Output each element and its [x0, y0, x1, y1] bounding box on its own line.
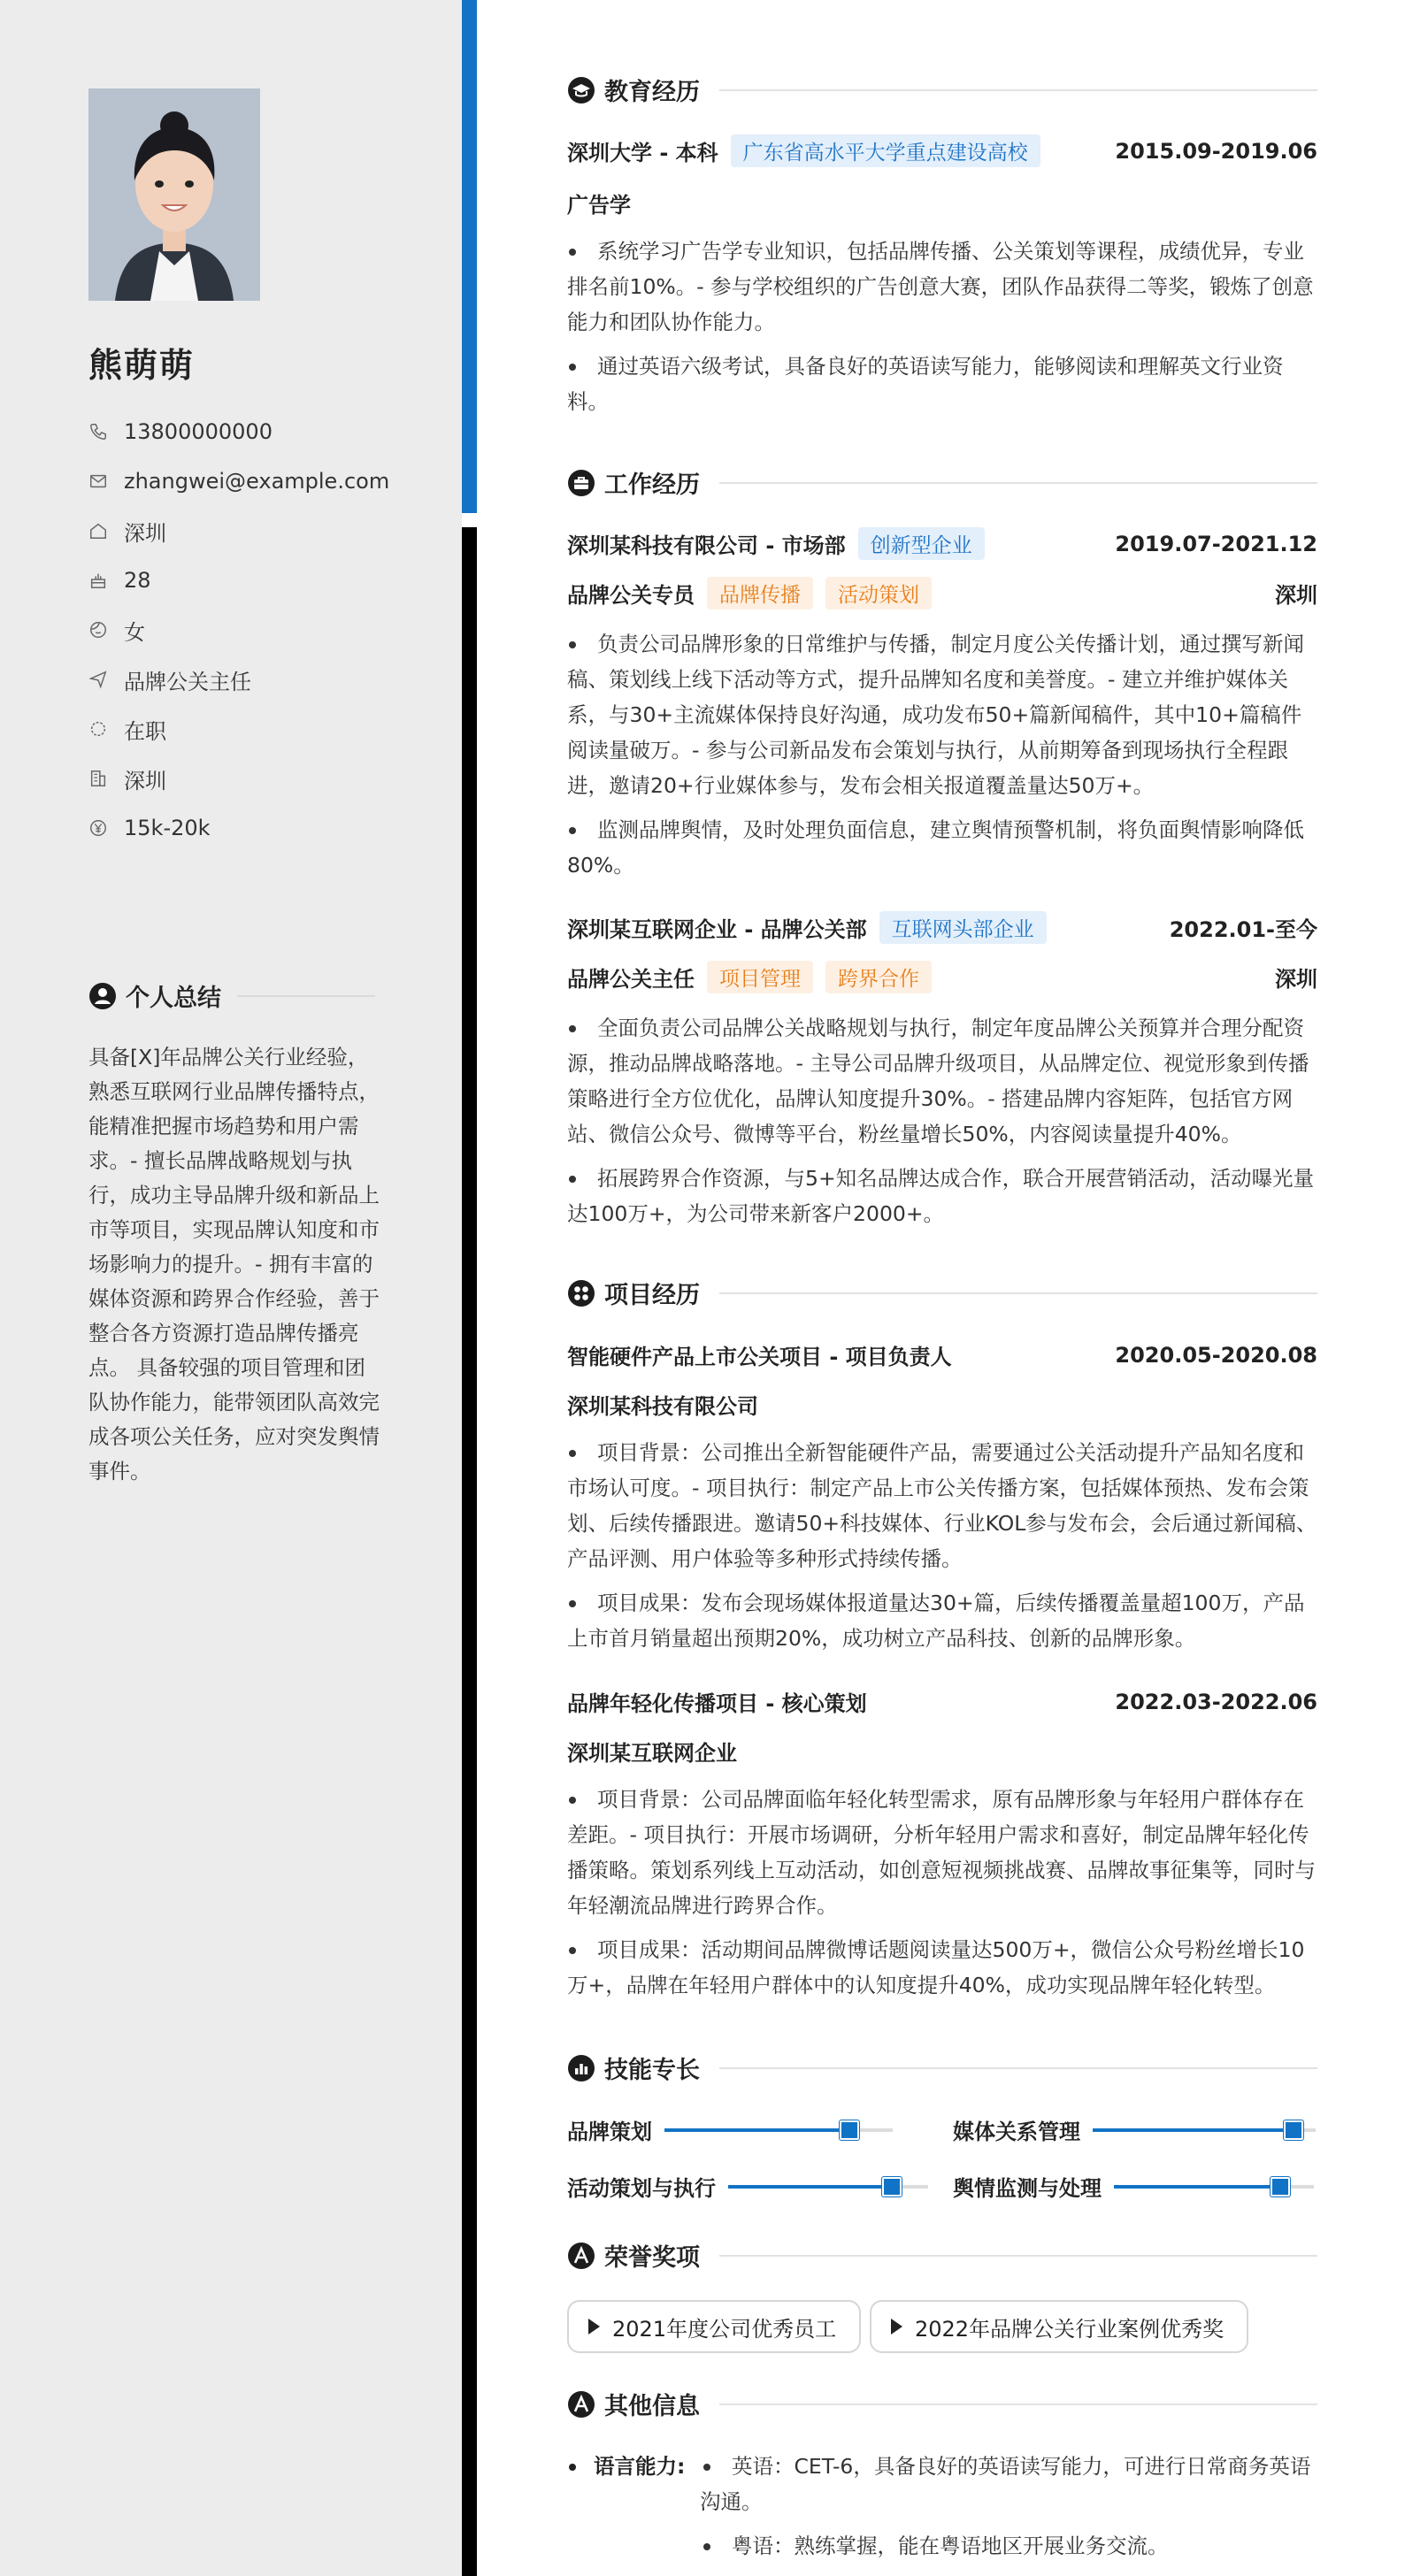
projects-header [567, 1276, 1317, 1310]
project-2-bullets [567, 1782, 1317, 2012]
education-date: 2015.09-2019.06 [1115, 138, 1317, 164]
avatar [88, 88, 260, 301]
accent-strip [462, 0, 477, 513]
list-item: 项目成果：发布会现场媒体报道量达30+篇，后续传播覆盖量超100万，产品上市首月销量超出预期20%，成功树立产品科技、创新的品牌形象。 [567, 1585, 1317, 1656]
graduation-cap-icon [567, 76, 595, 104]
projects-divider [719, 1292, 1317, 1294]
phone-row [88, 407, 442, 456]
grid-icon [567, 1279, 595, 1307]
award-chip-2 [870, 2300, 1248, 2353]
face-icon [88, 620, 108, 640]
bar-chart-icon [567, 2054, 595, 2082]
skill-4-track [1114, 2185, 1314, 2189]
project-2-org: 深圳某互联网企业 [567, 1741, 737, 1766]
awards-header [567, 2238, 1317, 2273]
project-1-header [567, 1339, 1317, 1370]
briefcase-icon [567, 469, 595, 497]
salary-row [88, 803, 442, 853]
job-2-date: 2022.01-至今 [1169, 917, 1317, 942]
home-icon [88, 521, 108, 540]
education-header [567, 73, 1317, 107]
major: 广告学 [567, 193, 631, 218]
list-item: 项目成果：活动期间品牌微博话题阅读量达500万+，微信公众号粉丝增长10万+，品牌在年轻用户群体中的认知度提升40%，成功实现品牌年轻化转型。 [567, 1932, 1317, 2003]
status-value: 在职 [124, 718, 166, 744]
info-badge-icon [567, 2390, 595, 2419]
summary-title: 个人总结 [126, 985, 221, 1012]
job-1-city: 深圳 [1275, 583, 1317, 608]
job-2-role-row [567, 961, 1317, 993]
gender-row [88, 605, 442, 655]
skill-3-knob [882, 2177, 902, 2196]
target-city-value: 深圳 [124, 768, 166, 794]
phone-value: 13800000000 [124, 419, 273, 444]
project-1-date: 2020.05-2020.08 [1115, 1342, 1317, 1368]
list-item: 负责公司品牌形象的日常维护与传播，制定月度公关传播计划，通过撰写新闻稿、策划线上线下活动等方式，提升品牌知名度和美誉度。- 建立并维护媒体关系，与30+主流媒体保持良好沟通，成功发布50+篇新闻稿件，其中10+篇稿件阅读量破万。- 参与公司新品发布会策划与执行，从前期筹备到现场执行全程跟进，邀请20+行业媒体参与，发布会相关报道覆盖量达50万+。 [567, 626, 1317, 803]
skill-2-knob [1284, 2120, 1303, 2140]
award-2-label: 2022年品牌公关行业案例优秀奖 [915, 2316, 1225, 2342]
position-row [88, 655, 442, 704]
skill-2-name: 媒体关系管理 [953, 2120, 1080, 2144]
job-2-tag-1: 项目管理 [707, 961, 813, 993]
list-item: 通过英语六级考试，具备良好的英语读写能力，能够阅读和理解英文行业资料。 [567, 349, 1317, 419]
job-1-tag-2: 活动策划 [825, 577, 932, 610]
skills-divider [719, 2067, 1317, 2069]
list-item: 项目背景：公司推出全新智能硬件产品，需要通过公关活动提升产品知名度和市场认可度。- 项目执行：制定产品上市公关传播方案，包括媒体预热、发布会策划、后续传播跟进。邀请50+科技媒体、行业KOL参与发布会，会后通过新闻稿、产品评测、用户体验等多种形式持续传播。 [567, 1435, 1317, 1576]
job-1-tag-1: 品牌传播 [707, 577, 813, 610]
skill-1-name: 品牌策划 [567, 2120, 652, 2144]
skill-3-track [728, 2185, 928, 2189]
email-row [88, 456, 442, 506]
skills-title: 技能专长 [604, 2057, 700, 2084]
awards-divider [719, 2255, 1317, 2257]
award-chip-1 [567, 2300, 861, 2353]
job-2-company: 深圳某互联网企业 - 品牌公关部 [567, 917, 867, 942]
list-item: 系统学习广告学专业知识，包括品牌传播、公关策划等课程，成绩优异，专业排名前10%。- 参与学校组织的广告创意大赛，团队作品获得二等奖，锻炼了创意能力和团队协作能力。 [567, 234, 1317, 340]
job-1-company-tag: 创新型企业 [858, 527, 985, 560]
play-icon [588, 2319, 600, 2334]
yen-icon [88, 818, 108, 838]
job-1-role: 品牌公关专员 [567, 583, 695, 608]
list-item: 拓展跨界合作资源，与5+知名品牌达成合作，联合开展营销活动，活动曝光量达100万+，为公司带来新客户2000+。 [567, 1161, 1317, 1231]
skill-4-knob [1271, 2177, 1290, 2196]
skill-1-fill [664, 2128, 849, 2132]
phone-icon [88, 422, 108, 441]
target-city-row [88, 754, 442, 803]
skill-2 [953, 2114, 1316, 2145]
other-divider [719, 2404, 1317, 2405]
list-item: 全面负责公司品牌公关战略规划与执行，制定年度品牌公关预算并合理分配资源，推动品牌战略落地。- 主导公司品牌升级项目，从品牌定位、视觉形象到传播策略进行全方位优化，品牌认知度提升30%。- 搭建品牌内容矩阵，包括官方网站、微信公众号、微博等平台，粉丝量增长50%，内容阅读量提升40%。 [567, 1010, 1317, 1152]
job-1-role-row [567, 577, 1317, 610]
status-icon [88, 719, 108, 739]
job-1-date: 2019.07-2021.12 [1115, 531, 1317, 556]
list-item: 英语：CET-6，具备良好的英语读写能力，可进行日常商务英语沟通。 [700, 2449, 1317, 2519]
awards-title: 荣誉奖项 [604, 2244, 700, 2272]
summary-header [88, 978, 375, 1013]
send-icon [88, 670, 108, 689]
skill-2-track [1093, 2128, 1316, 2132]
skill-1-track [664, 2128, 893, 2132]
email-value: zhangwei@example.com [124, 469, 390, 494]
salary-value: 15k-20k [124, 816, 211, 840]
job-2-company-tag: 互联网头部企业 [879, 911, 1047, 944]
education-divider [719, 89, 1317, 91]
project-2-name: 品牌年轻化传播项目 - 核心策划 [567, 1691, 867, 1716]
language-label: 语言能力: [567, 2449, 685, 2484]
user-circle-icon [88, 982, 117, 1010]
mail-icon [88, 472, 108, 491]
job-2-header [567, 911, 1317, 944]
skill-1 [567, 2114, 893, 2145]
candidate-name: 熊萌萌 [88, 346, 196, 385]
skill-1-knob [840, 2120, 859, 2140]
sidebar [0, 0, 462, 2576]
job-1-header [567, 527, 1317, 560]
project-2-header [567, 1686, 1317, 1717]
school-name: 深圳大学 - 本科 [567, 141, 718, 165]
gender-value: 女 [124, 619, 145, 645]
work-header [567, 465, 1317, 500]
job-2-city: 深圳 [1275, 967, 1317, 992]
summary-divider [237, 995, 375, 997]
job-2-tag-2: 跨界合作 [825, 961, 932, 993]
job-2-bullets [567, 1010, 1317, 1240]
location-row [88, 506, 442, 556]
education-row [567, 134, 1317, 167]
location-value: 深圳 [124, 520, 166, 546]
list-item: 项目背景：公司品牌面临年轻化转型需求，原有品牌形象与年轻用户群体存在差距。- 项目执行：开展市场调研，分析年轻用户需求和喜好，制定品牌年轻化传播策略。策划系列线上互动活动，如创意短视频挑战赛、品牌故事征集等，同时与年轻潮流品牌进行跨界合作。 [567, 1782, 1317, 1923]
list-item: 监测品牌舆情，及时处理负面信息，建立舆情预警机制，将负面舆情影响降低80%。 [567, 812, 1317, 883]
dark-strip [462, 527, 477, 2576]
work-divider [719, 482, 1317, 484]
status-row [88, 704, 442, 754]
skill-4 [953, 2171, 1314, 2202]
building-icon [88, 769, 108, 788]
job-1-bullets [567, 626, 1317, 892]
avatar-portrait-icon [88, 88, 260, 301]
job-1-company: 深圳某科技有限公司 - 市场部 [567, 533, 846, 558]
education-title: 教育经历 [604, 79, 700, 106]
position-value: 品牌公关主任 [124, 669, 251, 694]
project-1-name: 智能硬件产品上市公关项目 - 项目负责人 [567, 1345, 952, 1369]
award-icon [567, 2242, 595, 2270]
school-tag: 广东省高水平大学重点建设高校 [731, 134, 1040, 167]
skill-4-fill [1114, 2185, 1280, 2189]
list-item: 粤语：熟练掌握，能在粤语地区开展业务交流。 [700, 2528, 1317, 2564]
projects-title: 项目经历 [604, 1282, 700, 1309]
job-2-role: 品牌公关主任 [567, 967, 695, 992]
skill-3-name: 活动策划与执行 [567, 2176, 716, 2201]
work-title: 工作经历 [604, 472, 700, 499]
skill-4-name: 舆情监测与处理 [953, 2176, 1102, 2201]
skill-3 [567, 2171, 928, 2202]
age-row [88, 556, 442, 605]
contact-info-list [88, 407, 442, 853]
skill-3-fill [728, 2185, 892, 2189]
other-header [567, 2387, 1317, 2421]
cake-icon [88, 571, 108, 590]
age-value: 28 [124, 568, 151, 593]
skill-2-fill [1093, 2128, 1294, 2132]
skills-header [567, 2051, 1317, 2085]
education-bullets [567, 234, 1317, 428]
award-1-label: 2021年度公司优秀员工 [612, 2316, 837, 2342]
project-1-bullets [567, 1435, 1317, 1665]
project-2-date: 2022.03-2022.06 [1115, 1689, 1317, 1714]
language-list [700, 2449, 1317, 2572]
project-1-org: 深圳某科技有限公司 [567, 1394, 758, 1419]
other-title: 其他信息 [604, 2393, 700, 2420]
summary-text: 具备[X]年品牌公关行业经验，熟悉互联网行业品牌传播特点，能精准把握市场趋势和用户需求。- 擅长品牌战略规划与执行，成功主导品牌升级和新品上市等项目，实现品牌认知度和市场影响力的提升。- 拥有丰富的媒体资源和跨界合作经验，善于整合各方资源打造品牌传播亮点。 具备较强的项目管理和团队协作能力，能带领团队高效完成各项公关任务，应对突发舆情事件。 [88, 1045, 380, 1484]
play-icon [891, 2319, 902, 2334]
